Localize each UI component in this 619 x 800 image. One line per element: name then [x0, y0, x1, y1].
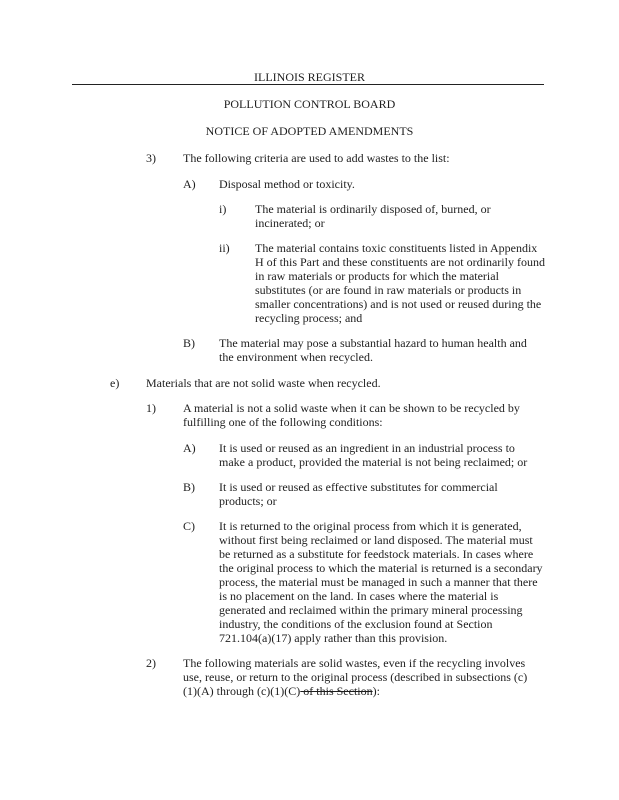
register-title: ILLINOIS REGISTER: [254, 70, 365, 84]
notice-title: NOTICE OF ADOPTED AMENDMENTS: [205, 124, 414, 138]
item-3Ai-label: i): [219, 202, 227, 216]
item-e1-label: 1): [146, 401, 156, 415]
item-3-label: 3): [146, 151, 156, 165]
item-3B-label: B): [183, 336, 195, 350]
item-e2-struck: of this Section: [300, 684, 373, 698]
item-3B-text: The material may pose a substantial hazard to human health and the environment when recycled.: [219, 336, 527, 364]
item-e1C-label: C): [183, 519, 195, 533]
item-e2-text: [183, 656, 538, 698]
item-e2-end: ):: [372, 684, 380, 698]
item-3Aii-text: The material contains toxic constituents listed in Appendix H of this Part and these constituents are not ordinarily found in raw materials or products for which the material substitutes (or are found in raw materials or products in smaller concentrations) and is not used or reused during the recycling process; and: [255, 241, 545, 325]
item-e1B-text: It is used or reused as effective substitutes for commercial products; or: [219, 480, 498, 508]
item-e1A-label: A): [183, 441, 196, 455]
header-rule: [72, 84, 544, 85]
item-e1B-label: B): [183, 480, 195, 494]
item-3Ai-text: The material is ordinarily disposed of, burned, or incinerated; or: [255, 202, 491, 230]
item-e2-label: 2): [146, 656, 156, 670]
item-e2-main: The following materials are solid wastes, even if the recycling involves use, reuse, or return to the original process (described in subsections (c)(1)(A) through (c)(1)(C): [183, 656, 528, 698]
item-3Aii-label: ii): [219, 241, 230, 255]
item-e-text: Materials that are not solid waste when recycled.: [146, 376, 381, 390]
board-title: POLLUTION CONTROL BOARD: [223, 97, 396, 111]
item-e1C-text: It is returned to the original process from which it is generated, without first being reclaimed or land disposed. The material must be returned as a substitute for feedstock materials. In cases where the original process to which the material is returned is a secondary process, the material must be managed in such a manner that there is no placement on the land. In cases where the material is generated and reclaimed within the primary mineral processing industry, the conditions of the exclusion found at Section 721.104(a)(17) apply rather than this provision.: [219, 519, 543, 645]
item-e1A-text: It is used or reused as an ingredient in an industrial process to make a product, provided the material is not being reclaimed; or: [219, 441, 528, 469]
item-3-text: The following criteria are used to add wastes to the list:: [183, 151, 450, 165]
item-3A-text: Disposal method or toxicity.: [219, 177, 355, 191]
item-3A-label: A): [183, 177, 196, 191]
item-e-label: e): [110, 376, 120, 390]
item-e1-text: A material is not a solid waste when it can be shown to be recycled by fulfilling one of the following conditions:: [183, 401, 520, 429]
